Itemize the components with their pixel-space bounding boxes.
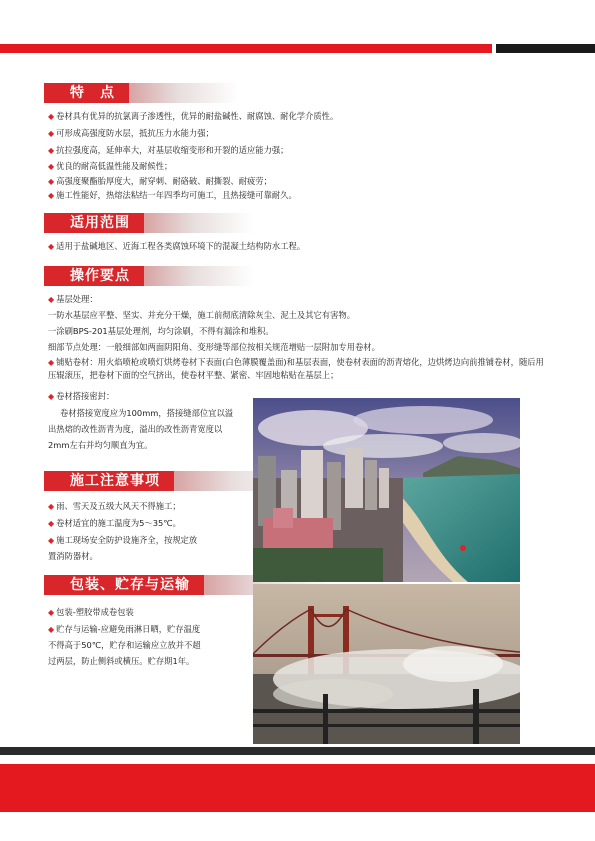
note-item: ◆ 雨、雪天及五级大风天不得施工；: [48, 501, 181, 511]
base-treatment-line: 一防水基层应平整、坚实、并充分干燥，施工前彻底清除灰尘、泥土及其它有害物。: [48, 310, 355, 320]
coastal-city-photo: [253, 398, 520, 582]
note-item-cont: 置消防器材。: [48, 551, 98, 561]
note-item: ◆ 施工现场安全防护设施齐全，按规定放: [48, 535, 198, 545]
scope-heading: [44, 213, 254, 233]
notes-title: 施工注意事项: [44, 471, 174, 491]
bridge-waves-photo: [253, 584, 520, 744]
seal-line: 2mm左右并均匀顺直为宜。: [48, 440, 153, 450]
seal-title: ◆ 卷材搭接密封：: [48, 391, 115, 401]
storage-item: ◆ 包装-塑胶带成卷包装: [48, 607, 134, 617]
feature-item: ◆ 抗拉强度高，延伸率大，对基层收缩变形和开裂的适应能力强；: [48, 145, 289, 155]
operation-heading: [44, 266, 254, 286]
features-heading: [44, 83, 239, 103]
base-treatment-title: ◆ 基层处理：: [48, 294, 98, 304]
bottom-dark-bar: [0, 747, 595, 755]
feature-item: ◆ 施工性能好，热熔法粘结一年四季均可施工，且热接缝可靠耐久。: [48, 190, 297, 200]
seal-line: 出热熔的改性沥青为度，溢出的改性沥青宽度以: [48, 424, 223, 434]
top-black-bar: [496, 44, 595, 53]
features-title: 特 点: [44, 83, 129, 103]
feature-item: ◆ 优良的耐高低温性能及耐候性；: [48, 161, 173, 171]
storage-title: 包装、贮存与运输: [44, 575, 204, 595]
detail-treatment-line: 细部节点处理：一般细部如两面阴阳角、变形缝等部位按相关规范增贴一层附加专用卷材。: [48, 342, 380, 352]
scope-item: ◆ 适用于盐碱地区、近海工程各类腐蚀环境下的混凝土结构防水工程。: [48, 241, 306, 251]
storage-item-line: 过两层，防止侧斜或横压。贮存期1年。: [48, 656, 195, 666]
top-red-bar: [0, 44, 492, 53]
storage-item: ◆ 贮存与运输-应避免雨淋日晒，贮存温度: [48, 624, 201, 634]
feature-item: ◆ 高强度聚酯胎厚度大，耐穿刺、耐硌破、耐撕裂、耐疲劳；: [48, 176, 272, 186]
feature-item: ◆ 卷材具有优异的抗氯离子渗透性，优异的耐盐碱性、耐腐蚀、耐化学介质性。: [48, 111, 339, 121]
note-item: ◆ 卷材适宜的施工温度为5～35℃。: [48, 518, 181, 528]
seal-line: 卷材搭接宽度应为100mm，搭接缝部位宜以溢: [60, 408, 234, 418]
feature-item: ◆ 可形成高强度防水层，抵抗压力水能力强；: [48, 128, 214, 138]
scope-title: 适用范围: [44, 213, 144, 233]
operation-title: 操作要点: [44, 266, 144, 286]
bottom-red-band: [0, 764, 595, 812]
paste-membrane-text: ◆ 铺贴卷材：用火焰喷枪或喷灯烘烤卷材下表面(白色薄膜覆盖面)和基层表面，使卷材表面的沥青熔化，边烘烤边向前推铺卷材，随后用压辊滚压，把卷材下面的空气挤出，使卷材平整、紧密、牢固地粘贴在基层上；: [48, 357, 544, 380]
storage-item-line: 不得高于50℃，贮存和运输应立放并不超: [48, 640, 201, 650]
base-treatment-line: 一涂刷BPS-201基层处理剂，均匀涂刷，不得有漏涂和堆积。: [48, 326, 274, 336]
